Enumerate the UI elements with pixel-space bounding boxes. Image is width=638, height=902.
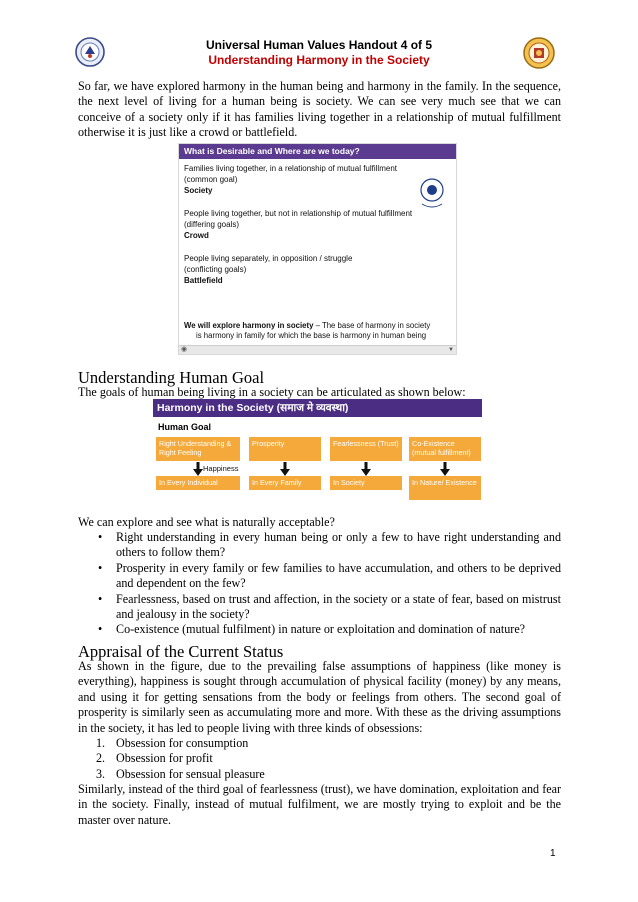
list-item — [78, 561, 561, 592]
list-item — [78, 751, 561, 766]
list-item-text: Obsession for profit — [116, 751, 213, 766]
slide-title: What is Desirable and Where are we today? — [179, 144, 456, 159]
bullet-icon: • — [98, 530, 103, 544]
scroll-left-icon: ◉ — [181, 346, 188, 353]
scroll-down-icon: ▼ — [448, 347, 454, 353]
list-item — [78, 592, 561, 623]
bullet-icon: • — [98, 622, 103, 637]
list-item — [78, 622, 561, 637]
slide-line: (conflicting goals) — [184, 265, 247, 274]
slide-line: People living together, but not in relationship of mutual fulfillment — [184, 209, 413, 218]
list-item-text: Right understanding in every human being or only a few to have right understanding and others to follow them? — [116, 530, 561, 560]
scope-box-society: In Society — [330, 476, 402, 490]
bullet-icon: • — [98, 560, 103, 575]
slide-line: (common goal) — [184, 175, 238, 184]
scope-box-individual: In Every Individual — [156, 476, 240, 490]
diagram-subtitle: Human Goal — [158, 422, 212, 432]
slide-footer-bold: We will explore harmony in society — [184, 321, 314, 330]
goal-box-fearlessness: Fearlessness (Trust) — [330, 437, 402, 461]
slide-label-crowd: Crowd — [184, 231, 209, 240]
down-arrow-icon — [440, 462, 450, 476]
list-number: 3. — [96, 766, 106, 781]
list-number: 2. — [96, 751, 106, 766]
list-item-text: Fearlessness, based on trust and affection, in the society or a state of fear, based on mistrust and jealousy in the society? — [116, 591, 561, 622]
goal-box-right-understanding: Right Understanding & Right Feeling — [156, 437, 240, 461]
institute-seal-icon — [416, 176, 448, 212]
institute-emblem-icon — [522, 36, 556, 70]
list-item — [78, 767, 561, 782]
list-item — [78, 736, 561, 751]
slide-footer-rest: – The base of harmony in society — [313, 321, 431, 330]
list-item-text: Co-existence (mutual fulfilment) in nature or exploitation and domination of nature? — [116, 622, 526, 637]
desirable-slide-image — [178, 143, 457, 355]
scope-box-nature: In Nature/ Existence — [409, 476, 481, 500]
section-intro: The goals of human being living in a society can be articulated as shown below: — [78, 385, 466, 399]
list-item-text: Prosperity in every family or few families to have accumulation, and others to be deprived and dependent on the few? — [116, 560, 561, 591]
page-number: 1 — [550, 848, 556, 859]
acceptability-list — [78, 530, 561, 638]
appraisal-paragraph: As shown in the figure, due to the prevailing false assumptions of happiness (like money is everything), happiness is sought through accumulation of physical facility (money) by any means, and using it for getting sensations from the body or feelings from others. The second goal of prosperity is similarly seen as accumulating more and more. With these as the driving assumptions in the society, it has led to people living with three kinds of obsessions: — [78, 659, 561, 735]
intro-paragraph: So far, we have explored harmony in the human being and harmony in the family. In the sequence, the next level of living for a human being is society. We can see very much see that we can conceive of a society only if it has families living together in a relationship of mutual fulfillment otherwise it is just like a crowd or battlefield. — [78, 79, 561, 140]
bullet-icon: • — [98, 591, 103, 606]
slide-label-battlefield: Battlefield — [184, 276, 223, 285]
down-arrow-icon — [193, 462, 203, 476]
slide-line: (differing goals) — [184, 220, 239, 229]
section-heading-appraisal: Appraisal of the Current Status — [78, 642, 284, 661]
goal-box-prosperity: Prosperity — [249, 437, 321, 461]
list-number: 1. — [96, 736, 106, 750]
happiness-label: Happiness — [203, 464, 239, 473]
slide-line: Families living together, in a relationship of mutual fulfillment — [184, 164, 397, 173]
list-item-text: Obsession for consumption — [116, 736, 249, 750]
slide-scrollbar — [179, 345, 456, 354]
diagram-title: Harmony in the Society (समाज मे व्यवस्था) — [153, 399, 482, 417]
harmony-society-diagram — [153, 399, 482, 500]
closing-paragraph: Similarly, instead of the third goal of fearlessness (trust), we have domination, exploitation and fear in the society. Finally, instead of mutual fulfilment, we are mostly trying to exploit and be the master over nature. — [78, 782, 561, 827]
slide-footer-line2: is harmony in family for which the base is harmony in human being — [196, 331, 427, 340]
document-title: Universal Human Values Handout 4 of 5 — [205, 38, 433, 52]
list-item-text: Obsession for sensual pleasure — [116, 766, 265, 781]
slide-line: People living separately, in opposition / struggle — [184, 254, 353, 263]
goal-box-coexistence: Co-Existence (mutual fulfillment) — [409, 437, 481, 461]
obsessions-list — [78, 736, 561, 782]
slide-label-society: Society — [184, 186, 213, 195]
down-arrow-icon — [280, 462, 290, 476]
down-arrow-icon — [361, 462, 371, 476]
document-subtitle: Understanding Harmony in the Society — [208, 53, 430, 67]
slide-footer — [184, 321, 454, 341]
list-item — [78, 530, 561, 561]
scope-box-family: In Every Family — [249, 476, 321, 490]
section-heading-human-goal: Understanding Human Goal — [78, 368, 265, 387]
explore-lead: We can explore and see what is naturally acceptable? — [78, 515, 335, 529]
